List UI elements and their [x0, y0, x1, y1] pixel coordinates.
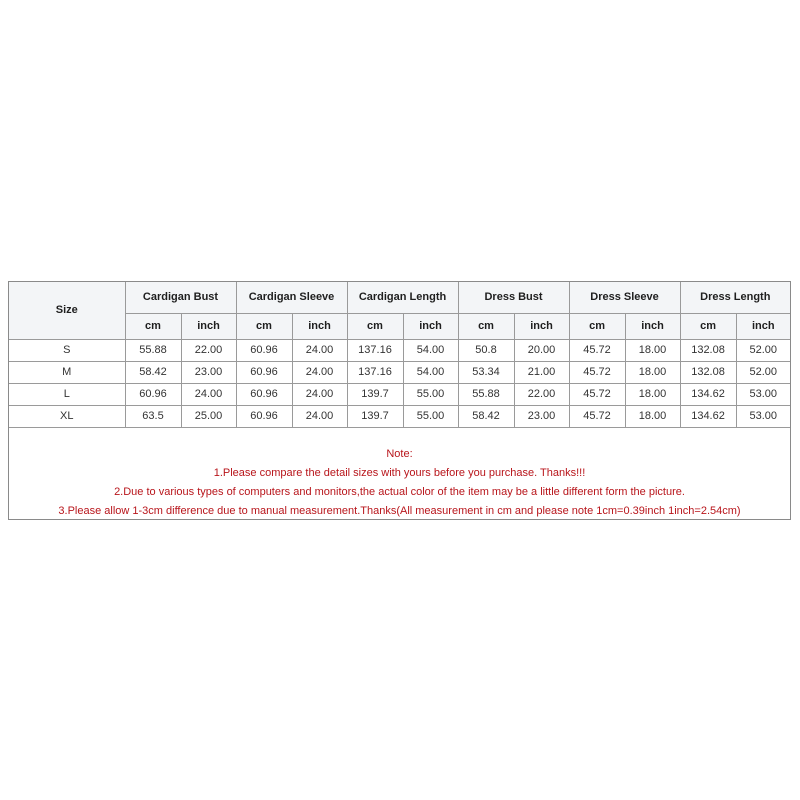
unit-header: inch [625, 313, 680, 339]
measurement-cell: 52.00 [736, 361, 790, 383]
measurement-cell: 18.00 [625, 361, 680, 383]
group-header: Dress Sleeve [569, 282, 680, 313]
note-line: 2.Due to various types of computers and monitors,the actual color of the item may be a little different form the picture. [114, 486, 685, 498]
unit-header: cm [125, 313, 181, 339]
measurement-cell: 18.00 [625, 383, 680, 405]
group-header: Cardigan Sleeve [236, 282, 347, 313]
measurement-cell: 58.42 [125, 361, 181, 383]
measurement-cell: 63.5 [125, 405, 181, 427]
measurement-cell: 132.08 [680, 339, 736, 361]
table-row [9, 383, 790, 405]
measurement-cell: 58.42 [458, 405, 514, 427]
unit-header: cm [236, 313, 292, 339]
measurement-cell: 137.16 [347, 361, 403, 383]
measurement-cell: 52.00 [736, 339, 790, 361]
table-row [9, 361, 790, 383]
size-label: M [9, 361, 125, 383]
group-header: Dress Bust [458, 282, 569, 313]
size-label: XL [9, 405, 125, 427]
measurement-cell: 60.96 [125, 383, 181, 405]
size-label: S [9, 339, 125, 361]
group-header-row [9, 282, 790, 313]
unit-header: inch [403, 313, 458, 339]
measurement-cell: 137.16 [347, 339, 403, 361]
unit-header: cm [569, 313, 625, 339]
measurement-cell: 53.00 [736, 383, 790, 405]
notes-block [9, 445, 790, 521]
measurement-cell: 18.00 [625, 339, 680, 361]
measurement-cell: 20.00 [514, 339, 569, 361]
measurement-cell: 21.00 [514, 361, 569, 383]
unit-header-row [9, 313, 790, 339]
measurement-cell: 132.08 [680, 361, 736, 383]
table-row [9, 405, 790, 427]
measurement-cell: 24.00 [181, 383, 236, 405]
measurement-cell: 53.34 [458, 361, 514, 383]
note-title: Note: [386, 448, 413, 460]
measurement-cell: 60.96 [236, 405, 292, 427]
size-chart [8, 281, 791, 520]
measurement-cell: 60.96 [236, 383, 292, 405]
measurement-cell: 45.72 [569, 339, 625, 361]
measurement-cell: 55.88 [458, 383, 514, 405]
size-column-header: Size [9, 282, 125, 339]
measurement-cell: 18.00 [625, 405, 680, 427]
measurement-cell: 24.00 [292, 361, 347, 383]
measurement-cell: 139.7 [347, 383, 403, 405]
measurement-cell: 134.62 [680, 383, 736, 405]
group-header: Cardigan Bust [125, 282, 236, 313]
measurement-cell: 45.72 [569, 361, 625, 383]
measurement-cell: 22.00 [181, 339, 236, 361]
size-label: L [9, 383, 125, 405]
measurement-cell: 50.8 [458, 339, 514, 361]
measurement-cell: 60.96 [236, 339, 292, 361]
measurement-cell: 24.00 [292, 383, 347, 405]
unit-header: cm [347, 313, 403, 339]
measurement-cell: 23.00 [514, 405, 569, 427]
measurement-cell: 54.00 [403, 361, 458, 383]
measurement-cell: 55.00 [403, 405, 458, 427]
measurement-cell: 45.72 [569, 383, 625, 405]
measurement-cell: 24.00 [292, 339, 347, 361]
measurement-cell: 24.00 [292, 405, 347, 427]
measurement-cell: 53.00 [736, 405, 790, 427]
measurement-cell: 25.00 [181, 405, 236, 427]
measurement-cell: 45.72 [569, 405, 625, 427]
unit-header: inch [292, 313, 347, 339]
unit-header: inch [181, 313, 236, 339]
unit-header: inch [736, 313, 790, 339]
measurement-cell: 55.00 [403, 383, 458, 405]
unit-header: inch [514, 313, 569, 339]
measurement-cell: 22.00 [514, 383, 569, 405]
measurement-cell: 55.88 [125, 339, 181, 361]
measurement-cell: 23.00 [181, 361, 236, 383]
group-header: Cardigan Length [347, 282, 458, 313]
measurement-cell: 139.7 [347, 405, 403, 427]
measurement-cell: 134.62 [680, 405, 736, 427]
note-line: 3.Please allow 1-3cm difference due to manual measurement.Thanks(All measurement in cm and please note 1cm=0.39inch 1inch=2.54cm) [58, 505, 741, 517]
measurement-cell: 54.00 [403, 339, 458, 361]
measurement-cell: 60.96 [236, 361, 292, 383]
size-table [9, 282, 790, 428]
group-header: Dress Length [680, 282, 790, 313]
table-row [9, 339, 790, 361]
note-line: 1.Please compare the detail sizes with yours before you purchase. Thanks!!! [213, 467, 586, 479]
unit-header: cm [680, 313, 736, 339]
unit-header: cm [458, 313, 514, 339]
